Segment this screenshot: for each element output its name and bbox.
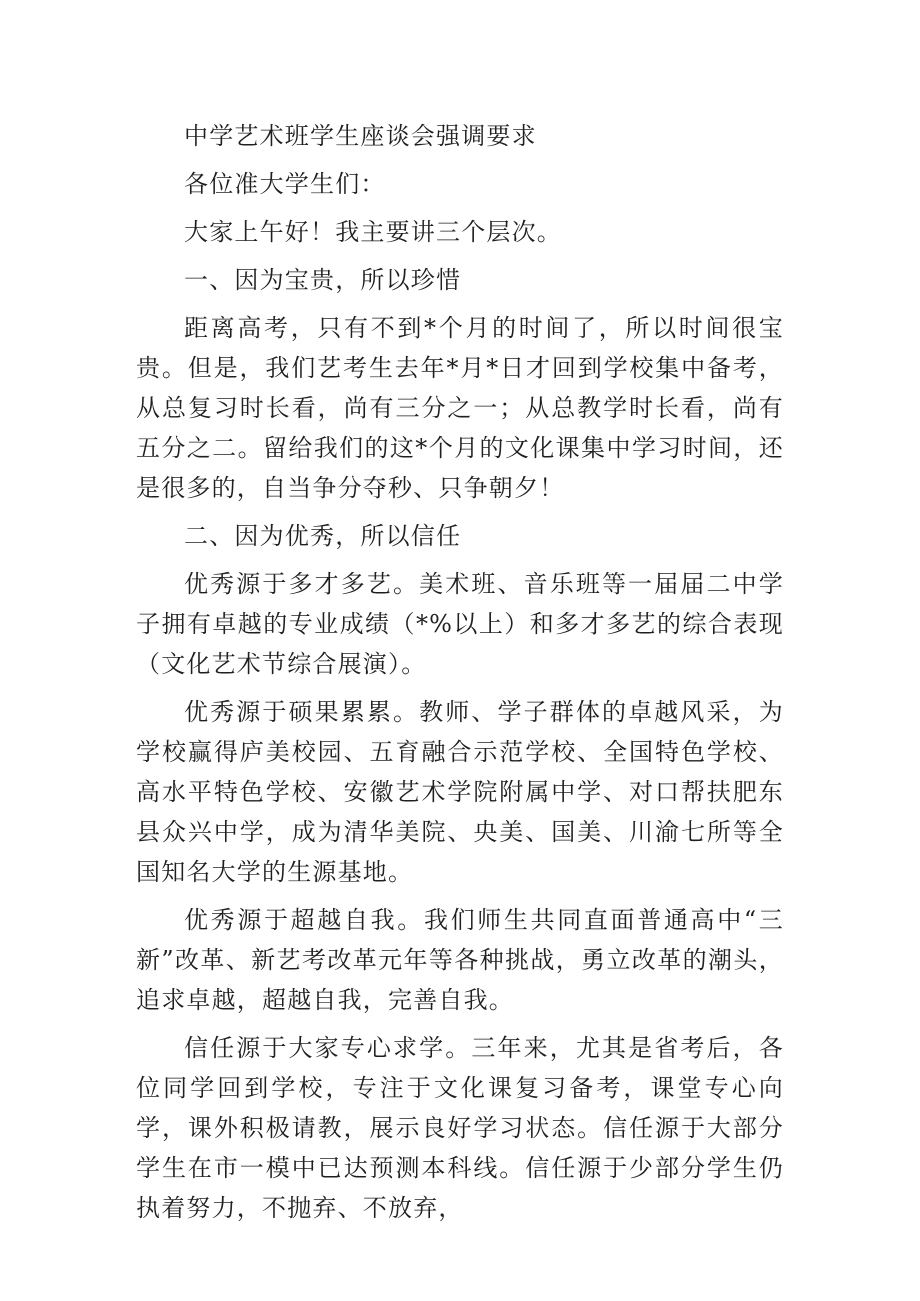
paragraph: 优秀源于超越自我。我们师生共同直面普通高中“三新”改革、新艺考改革元年等各种挑战，勇立改革的潮头，追求卓越，超越自我，完善自我。 <box>136 906 784 1014</box>
paragraph: 信任源于大家专心求学。三年来，尤其是省考后，各位同学回到学校，专注于文化课复习备考，课堂专心向学，课外积极请教，展示良好学习状态。信任源于大部分学生在市一模中已达预测本科线。信任源于少部分学生仍执着努力，不抛弃、不放弃， <box>136 1034 784 1222</box>
greeting: 大家上午好！我主要讲三个层次。 <box>184 218 562 246</box>
document-body <box>136 116 784 1236</box>
paragraph: 距离高考，只有不到*个月的时间了，所以时间很宝贵。但是，我们艺考生去年*月*日才回到学校集中备考，从总复习时长看，尚有三分之一；从总教学时长看，尚有五分之二。留给我们的这*个月的文化课集中学习时间，还是很多的，自当争分夺秒、只争朝夕！ <box>136 314 784 502</box>
section-heading-2: 二、因为优秀，所以信任 <box>184 522 462 550</box>
salutation: 各位准大学生们： <box>184 170 386 198</box>
section-heading-1: 一、因为宝贵，所以珍惜 <box>184 266 462 294</box>
document-title: 中学艺术班学生座谈会强调要求 <box>184 122 537 150</box>
paragraph: 优秀源于硕果累累。教师、学子群体的卓越风采，为学校赢得庐美校园、五育融合示范学校、全国特色学校、高水平特色学校、安徽艺术学院附属中学、对口帮扶肥东县众兴中学，成为清华美院、央美、国美、川渝七所等全国知名大学的生源基地。 <box>136 698 784 886</box>
paragraph: 优秀源于多才多艺。美术班、音乐班等一届届二中学子拥有卓越的专业成绩（*%以上）和多才多艺的综合表现（文化艺术节综合展演）。 <box>136 570 784 678</box>
